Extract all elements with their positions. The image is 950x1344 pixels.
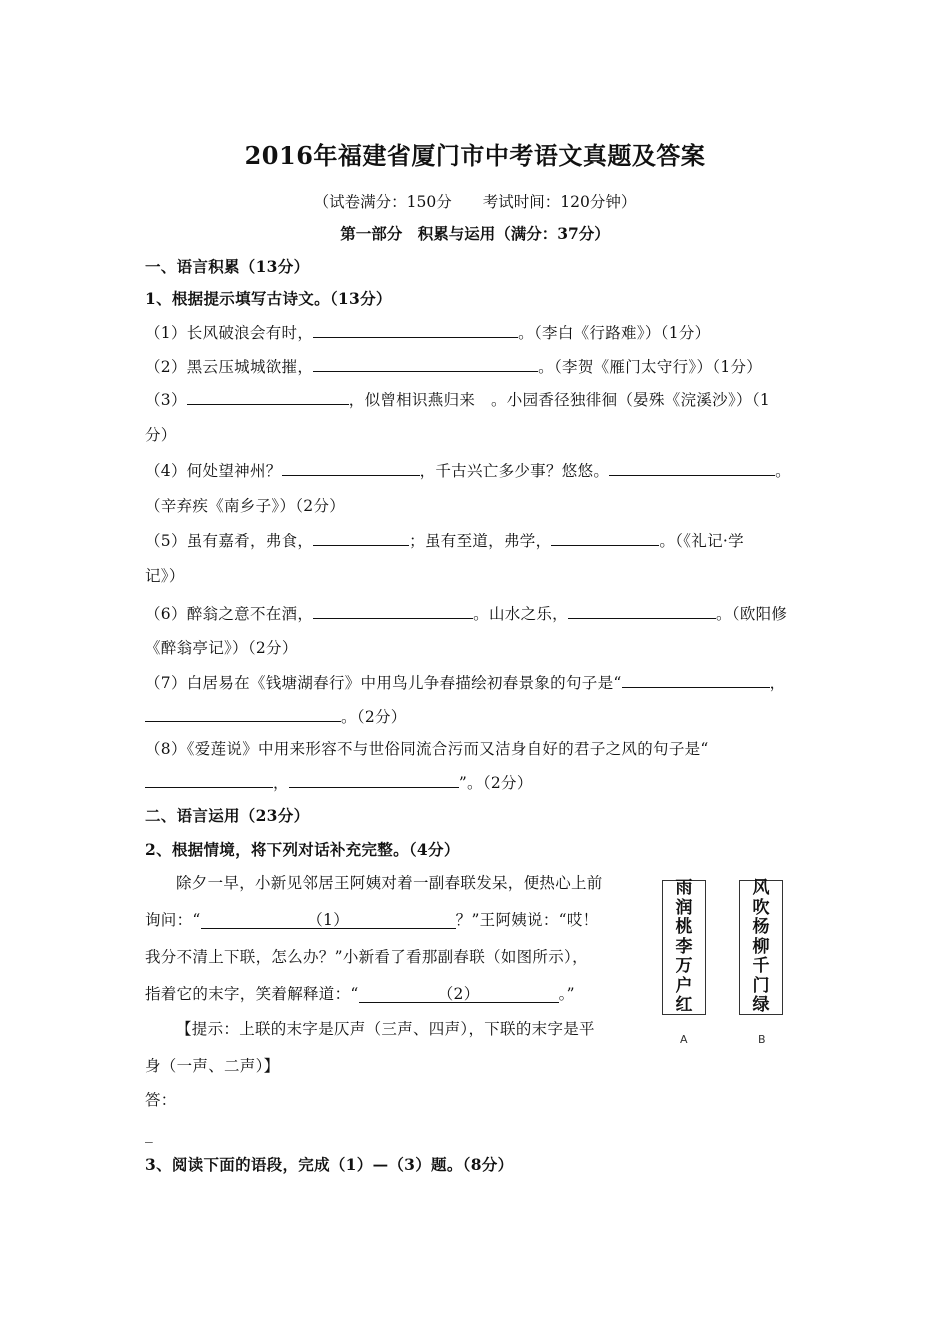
q1-item3-text: （3） <box>145 391 187 409</box>
couplet-b-char: 杨 <box>752 917 770 938</box>
q2-answer-label: 答： <box>145 1091 177 1109</box>
couplet-a <box>662 880 706 1015</box>
q1-item6-blank1[interactable] <box>313 603 473 619</box>
q1-item4-cont: （辛弃疾《南乡子》）（2分） <box>145 497 346 515</box>
q2-answer-value: _ <box>145 1125 154 1143</box>
q1-item7-tail: ， <box>769 674 786 692</box>
q1-item4 <box>145 460 791 481</box>
q1-item6-text: （6）醉翁之意不在酒， <box>145 605 314 623</box>
q2-blank2[interactable] <box>359 987 559 1003</box>
q1-item4-tail: 。 <box>775 462 791 480</box>
document-title: 2016年福建省厦门市中考语文真题及答案 <box>244 141 706 170</box>
q1-item3 <box>145 389 770 410</box>
q1-item3-tail: ，似曾相识燕归来 。小园香径独徘徊（晏殊《浣溪沙》）（1 <box>348 391 771 409</box>
q1-item8: （8）《爱莲说》中用来形容不与世俗同流合污而又洁身自好的君子之风的句子是“ <box>145 740 709 758</box>
q1-heading: 1、根据提示填写古诗文。（13分） <box>145 289 392 308</box>
couplet-a-label: A <box>680 1033 688 1046</box>
q2-blank1-label: （1） <box>307 911 349 929</box>
q1-item5-blank1[interactable] <box>313 530 409 546</box>
couplet-a-char: 万 <box>675 956 693 977</box>
q2-para-line4 <box>145 984 575 1004</box>
couplet-b-char: 绿 <box>752 995 770 1016</box>
q1-item3-blank[interactable] <box>187 389 349 405</box>
q2-blank2-label: （2） <box>437 985 480 1003</box>
q1-item6-mid: 。山水之乐， <box>473 605 568 623</box>
q1-item3-cont: 分） <box>145 426 177 444</box>
q1-item5-blank2[interactable] <box>551 530 659 546</box>
couplet-a-char: 润 <box>675 897 693 918</box>
q1-item1 <box>145 322 710 343</box>
q2-blank1[interactable] <box>201 913 456 929</box>
couplet-b <box>739 880 783 1015</box>
q1-item8-cont <box>145 772 533 793</box>
q2-line2-q: ？ <box>455 911 472 929</box>
q1-item7-cont <box>145 706 407 727</box>
q1-item1-text: （1）长风破浪会有时， <box>145 324 314 342</box>
q1-item2-tail: 。（李贺《雁门太守行》）（1分） <box>538 358 763 376</box>
q1-item7-blank1[interactable] <box>622 672 770 688</box>
q1-item5-tail: 。（《礼记·学 <box>659 532 744 550</box>
couplet-a-char: 雨 <box>675 878 693 899</box>
q1-item8-tail: ”。（2分） <box>458 774 533 792</box>
q1-item1-tail: 。（李白《行路难》）（1分） <box>518 324 711 342</box>
q1-item5 <box>145 530 744 551</box>
q1-item6-blank2[interactable] <box>568 603 716 619</box>
q2-line4-post: 。” <box>558 985 575 1003</box>
couplet-b-label: B <box>758 1033 766 1046</box>
q1-item1-blank[interactable] <box>313 322 518 338</box>
couplet-b-char: 千 <box>752 956 770 977</box>
q1-item8-mid: ， <box>273 774 289 792</box>
q2-line2-post: ”王阿姨说：“哎！ <box>471 911 599 929</box>
q1-item6-tail: 。（欧阳修 <box>715 605 788 623</box>
q3-heading: 3、阅读下面的语段，完成（1）—（3）题。（8分） <box>145 1155 514 1174</box>
q2-hint-line1: 【提示：上联的末字是仄声（三声、四声），下联的末字是平 <box>176 1020 595 1038</box>
exam-info: （试卷满分：150分 考试时间：120分钟） <box>313 193 637 211</box>
couplet-a-char: 桃 <box>675 917 693 938</box>
couplet-a-char: 李 <box>675 936 693 957</box>
q1-item6 <box>145 603 787 624</box>
q1-item8-blank1[interactable] <box>145 772 273 788</box>
q1-item6-cont: 《醉翁亭记》）（2分） <box>145 639 298 657</box>
q2-para-line3: 我分不清上下联，怎么办？”小新看了看那副春联（如图所示）， <box>145 948 588 966</box>
q2-line2-pre: 询问：“ <box>145 911 201 929</box>
q1-item8-blank2[interactable] <box>289 772 459 788</box>
q1-item4-blank1[interactable] <box>282 460 420 476</box>
q1-item7-text: （7）白居易在《钱塘湖春行》中用鸟儿争春描绘初春景象的句子是“ <box>145 674 622 692</box>
q2-heading: 2、根据情境，将下列对话补充完整。（4分） <box>145 840 460 859</box>
q2-para-line1: 除夕一早，小新见邻居王阿姨对着一副春联发呆，便热心上前 <box>176 874 603 892</box>
q1-item5-mid: ；虽有至道，弗学， <box>409 532 552 550</box>
section1-heading: 一、语言积累（13分） <box>145 257 310 276</box>
q1-item2-text: （2）黑云压城城欲摧， <box>145 358 314 376</box>
q1-item4-mid: ，千古兴亡多少事？悠悠。 <box>419 462 610 480</box>
q2-para-line2 <box>145 910 599 930</box>
part1-heading: 第一部分 积累与运用（满分：37分） <box>340 224 610 243</box>
q1-item5-cont: 记》） <box>145 567 185 585</box>
q2-line4-pre: 指着它的末字，笑着解释道：“ <box>145 985 359 1003</box>
q1-item7-blank2[interactable] <box>145 706 341 722</box>
couplet-b-char: 吹 <box>752 897 770 918</box>
couplet-b-char: 门 <box>752 975 770 996</box>
couplet-a-char: 红 <box>675 995 693 1016</box>
couplet-b-char: 风 <box>752 878 770 899</box>
q1-item5-text: （5）虽有嘉肴，弗食， <box>145 532 314 550</box>
q1-item4-blank2[interactable] <box>609 460 775 476</box>
q1-item7 <box>145 672 785 693</box>
couplet-a-char: 户 <box>675 975 693 996</box>
q1-item4-text: （4）何处望神州？ <box>145 462 282 480</box>
q2-hint-line2: 身（一声、二声）】 <box>145 1057 280 1075</box>
q1-item7-cont-tail: 。（2分） <box>341 708 407 726</box>
q1-item2 <box>145 356 762 377</box>
q1-item2-blank[interactable] <box>313 356 538 372</box>
couplet-b-char: 柳 <box>752 936 770 957</box>
section2-heading: 二、语言运用（23分） <box>145 806 310 825</box>
